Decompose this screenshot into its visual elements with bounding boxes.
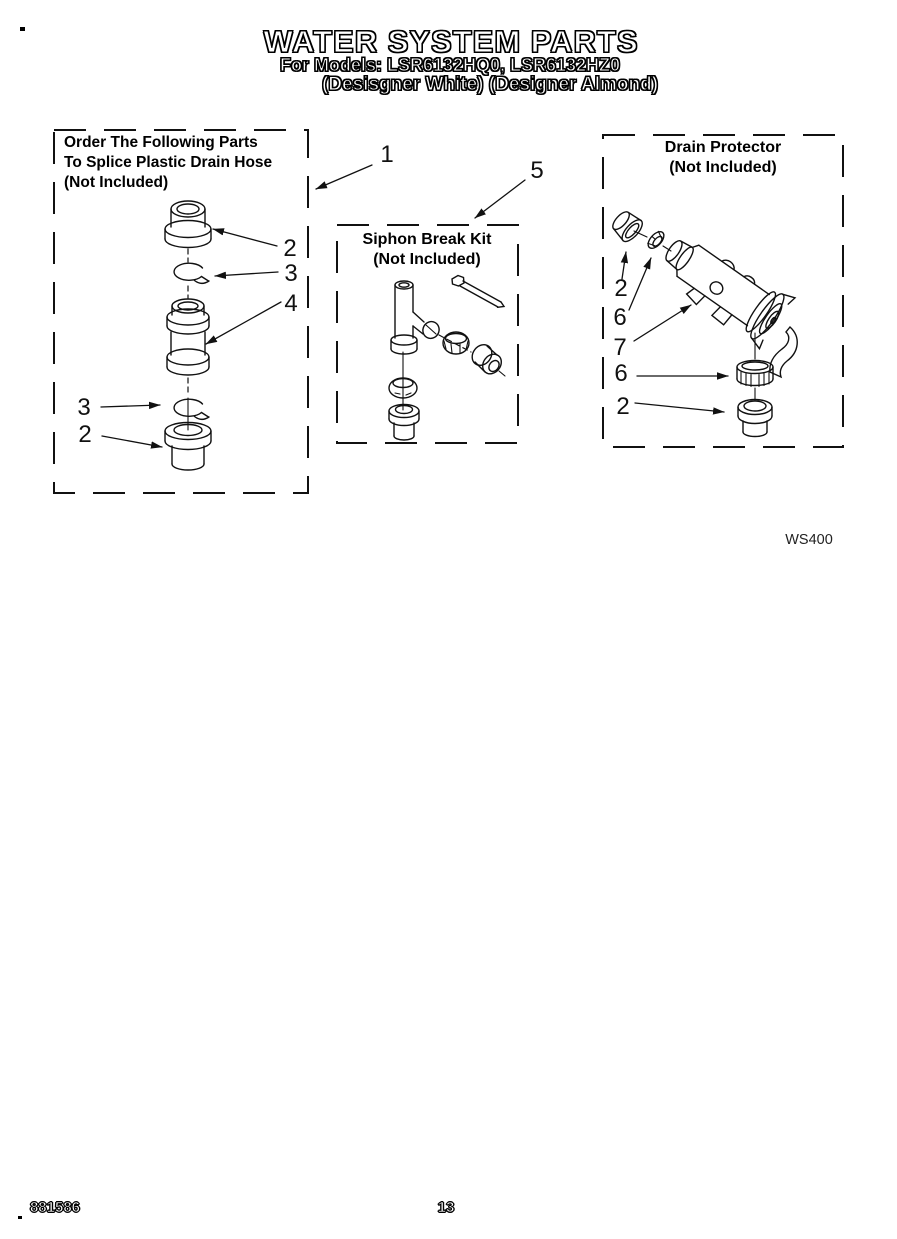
splice-box-title bbox=[64, 133, 272, 193]
drain-coupling-top-drawing bbox=[608, 207, 645, 244]
splice-box-title-line: (Not Included) bbox=[64, 174, 169, 191]
siphon-break-kit-drawing bbox=[389, 276, 505, 441]
clamp-ring-drawing bbox=[174, 263, 209, 283]
screw-drawing bbox=[452, 276, 504, 308]
callout-number: 3 bbox=[77, 394, 91, 421]
diagram-code: WS400 bbox=[785, 532, 833, 548]
clamp-ring-mid-drawing bbox=[443, 332, 469, 354]
callout-number-1: 1 bbox=[380, 141, 394, 168]
page-number: 13 bbox=[437, 1199, 455, 1216]
siphon-box-title-line: Siphon Break Kit bbox=[362, 231, 492, 248]
callout-arrow bbox=[215, 272, 278, 276]
callout-number: 3 bbox=[284, 260, 298, 287]
callout-number: 4 bbox=[284, 290, 298, 317]
finishes-line: (Desisgner White) (Designer Almond) bbox=[321, 74, 659, 95]
callout-1-arrow bbox=[316, 165, 372, 189]
clamp-rosette-drawing bbox=[645, 229, 667, 251]
callout-number: 2 bbox=[283, 235, 297, 262]
callout-arrow bbox=[101, 405, 160, 407]
callout-arrow bbox=[213, 229, 277, 246]
siphon-box-title bbox=[363, 230, 492, 270]
callout-number: 6 bbox=[614, 360, 628, 387]
splice-box-title-line: Order The Following Parts bbox=[64, 134, 258, 151]
hose-coupling-drawing bbox=[389, 405, 419, 441]
models-line: For Models: LSR6132HQ0, LSR6132HZ0 bbox=[279, 55, 621, 75]
hose-coupling-top-drawing bbox=[165, 201, 211, 248]
callout-number: 2 bbox=[78, 421, 92, 448]
drain-box-border bbox=[603, 135, 843, 447]
page-title: WATER SYSTEM PARTS bbox=[263, 24, 639, 59]
clamp-ring-drawing bbox=[174, 399, 209, 419]
callout-arrow bbox=[102, 436, 162, 447]
hose-connector-drawing bbox=[468, 341, 505, 378]
splice-box-title-line: To Splice Plastic Drain Hose bbox=[64, 154, 273, 171]
callout-arrow bbox=[206, 302, 281, 344]
callout-number: 2 bbox=[616, 393, 630, 420]
callout-number: 7 bbox=[613, 334, 627, 361]
siphon-box-title-line: (Not Included) bbox=[373, 251, 481, 268]
drain-box-title bbox=[665, 138, 781, 178]
hose-coupler-drawing bbox=[167, 299, 209, 375]
callout-arrow bbox=[635, 403, 724, 412]
drain-hook-drawing bbox=[770, 327, 797, 377]
callout-arrow bbox=[634, 305, 691, 341]
siphon-tube-drawing bbox=[391, 281, 442, 354]
callout-arrow bbox=[629, 258, 651, 310]
callout-number: 6 bbox=[613, 304, 627, 331]
splice-parts-drawing bbox=[101, 201, 281, 470]
drain-coupling-bottom-drawing bbox=[738, 400, 772, 437]
drain-clamp-drawing bbox=[737, 361, 773, 387]
drain-protector-parts-drawing bbox=[608, 207, 797, 436]
callout-number-5: 5 bbox=[530, 157, 544, 184]
doc-number: 881586 bbox=[29, 1199, 81, 1216]
drain-box-title-line: Drain Protector bbox=[664, 139, 782, 156]
drain-protector-body-drawing bbox=[652, 223, 795, 350]
callout-5-arrow bbox=[475, 180, 525, 218]
callout-number: 2 bbox=[614, 275, 628, 302]
drain-box-title-line: (Not Included) bbox=[669, 159, 777, 176]
